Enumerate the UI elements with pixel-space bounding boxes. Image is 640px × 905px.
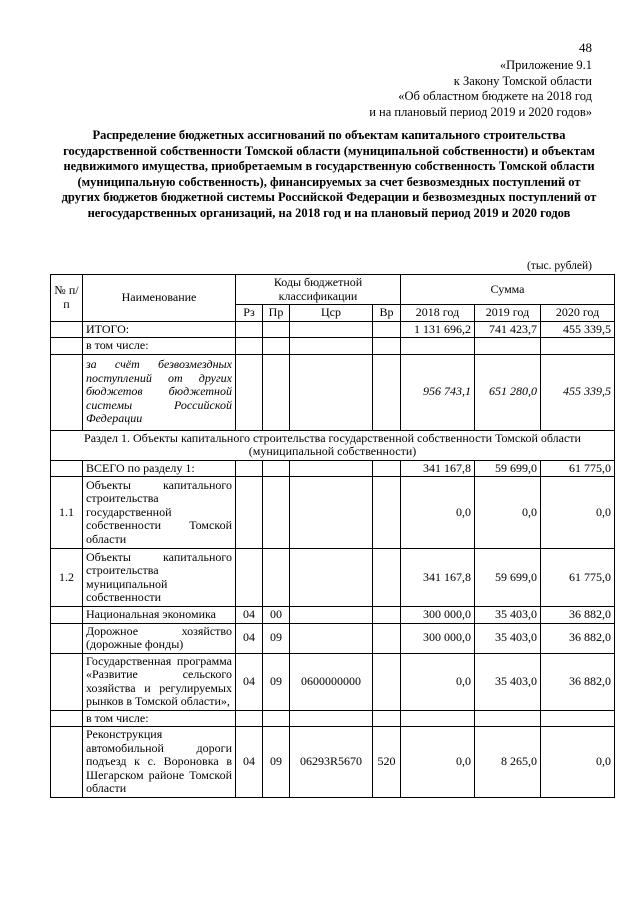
col-header-num: № п/п xyxy=(51,275,83,322)
col-header-2018: 2018 год xyxy=(401,305,475,322)
header-row-1 xyxy=(51,275,615,305)
total-2019: 741 423,7 xyxy=(475,321,541,338)
total-2018: 1 131 696,2 xyxy=(401,321,475,338)
row-value-2020: 36 882,0 xyxy=(541,623,615,653)
row-rz: 04 xyxy=(236,623,263,653)
row-value-2019: 8 265,0 xyxy=(475,727,541,798)
row-value-2019: 35 403,0 xyxy=(475,653,541,710)
table-row-section-heading xyxy=(51,430,615,460)
gratuitous-label: за счёт безвозмездных поступлений от других бюджетов бюджетной системы Российской Федерации xyxy=(83,354,236,430)
row-value-2020: 36 882,0 xyxy=(541,607,615,624)
row-value-2020: 0,0 xyxy=(541,477,615,549)
gratuitous-2020: 455 339,5 xyxy=(541,354,615,430)
row-rz: 04 xyxy=(236,727,263,798)
col-header-name: Наименование xyxy=(83,275,236,322)
col-header-pr: Пр xyxy=(263,305,290,322)
row-value-2018: 0,0 xyxy=(401,477,475,549)
row-value-2018: 0,0 xyxy=(401,727,475,798)
row-number: 1.1 xyxy=(51,477,83,549)
col-header-vr: Вр xyxy=(373,305,401,322)
table-row-total xyxy=(51,321,615,338)
table-row-section-total xyxy=(51,460,615,477)
table-row-gratuitous xyxy=(51,354,615,430)
gratuitous-2018: 956 743,1 xyxy=(401,354,475,430)
including-label: в том числе: xyxy=(83,338,236,355)
row-pr: 09 xyxy=(263,623,290,653)
document-title: Распределение бюджетных ассигнований по объектам капитального строительства государственной собственности Томской области (муниципальной собственности) и объектам недвижимого имущества, приобретаемым в государственную собственность Томской области (муниципальную собственность), финансируемых за счет безвозмездных поступлений от других бюджетов бюджетной системы Российской Федерации и безвозмездных поступлений от негосударственных организаций, на 2018 год и на плановый период 2019 и 2020 годов xyxy=(61,128,597,220)
gratuitous-2019: 651 280,0 xyxy=(475,354,541,430)
total-label: ИТОГО: xyxy=(83,321,236,338)
including-label: в том числе: xyxy=(83,710,236,727)
table-row-1-2 xyxy=(51,549,615,607)
row-name: Объекты капитального строительства муниципальной собственности xyxy=(83,549,236,607)
table-row-reconstruction xyxy=(51,727,615,798)
col-header-2020: 2020 год xyxy=(541,305,615,322)
row-rz: 04 xyxy=(236,653,263,710)
table-row-national-economy xyxy=(51,607,615,624)
row-value-2019: 35 403,0 xyxy=(475,623,541,653)
table-row-including xyxy=(51,338,615,355)
row-name: Реконструкция автомобильной дороги подъезд к с. Вороновка в Шегарском районе Томской области xyxy=(83,727,236,798)
row-value-2018: 341 167,8 xyxy=(401,549,475,607)
section-total-2020: 61 775,0 xyxy=(541,460,615,477)
col-header-2019: 2019 год xyxy=(475,305,541,322)
section-total-2018: 341 167,8 xyxy=(401,460,475,477)
appendix-line-2: к Закону Томской области xyxy=(453,73,592,88)
appendix-header xyxy=(232,58,592,120)
total-2020: 455 339,5 xyxy=(541,321,615,338)
table-row-including-2 xyxy=(51,710,615,727)
col-header-rz: Рз xyxy=(236,305,263,322)
row-pr: 00 xyxy=(263,607,290,624)
appendix-line-1: «Приложение 9.1 xyxy=(499,58,592,72)
units-label: (тыс. рублей) xyxy=(526,260,592,272)
row-pr: 09 xyxy=(263,653,290,710)
row-vr: 520 xyxy=(373,727,401,798)
row-number: 1.2 xyxy=(51,549,83,607)
row-csr: 0600000000 xyxy=(290,653,373,710)
appendix-line-3: «Об областном бюджете на 2018 год xyxy=(398,89,592,103)
section-1-heading: Раздел 1. Объекты капитального строительства государственной собственности Томской области (муниципальной собственности) xyxy=(51,430,615,460)
row-value-2020: 36 882,0 xyxy=(541,653,615,710)
section-total-2019: 59 699,0 xyxy=(475,460,541,477)
row-value-2018: 300 000,0 xyxy=(401,623,475,653)
section-total-label: ВСЕГО по разделу 1: xyxy=(83,460,236,477)
row-value-2019: 0,0 xyxy=(475,477,541,549)
row-name: Национальная экономика xyxy=(83,607,236,624)
row-name: Объекты капитального строительства государственной собственности Томской области xyxy=(83,477,236,549)
row-value-2020: 61 775,0 xyxy=(541,549,615,607)
col-header-codes: Коды бюджетной классификации xyxy=(236,275,401,305)
row-name: Государственная программа «Развитие сельского хозяйства и регулируемых рынков в Томской области», xyxy=(83,653,236,710)
row-value-2020: 0,0 xyxy=(541,727,615,798)
col-header-csr: Цср xyxy=(290,305,373,322)
row-value-2019: 59 699,0 xyxy=(475,549,541,607)
appendix-line-4: и на плановый период 2019 и 2020 годов» xyxy=(369,104,592,119)
budget-table xyxy=(50,274,615,798)
page-number: 48 xyxy=(579,40,592,55)
row-value-2018: 300 000,0 xyxy=(401,607,475,624)
row-name: Дорожное хозяйство (дорожные фонды) xyxy=(83,623,236,653)
col-header-sum: Сумма xyxy=(401,275,615,305)
table-row-road-economy xyxy=(51,623,615,653)
row-rz: 04 xyxy=(236,607,263,624)
row-value-2018: 0,0 xyxy=(401,653,475,710)
row-pr: 09 xyxy=(263,727,290,798)
row-csr: 06293R5670 xyxy=(290,727,373,798)
row-value-2019: 35 403,0 xyxy=(475,607,541,624)
table-row-state-program xyxy=(51,653,615,710)
table-row-1-1 xyxy=(51,477,615,549)
